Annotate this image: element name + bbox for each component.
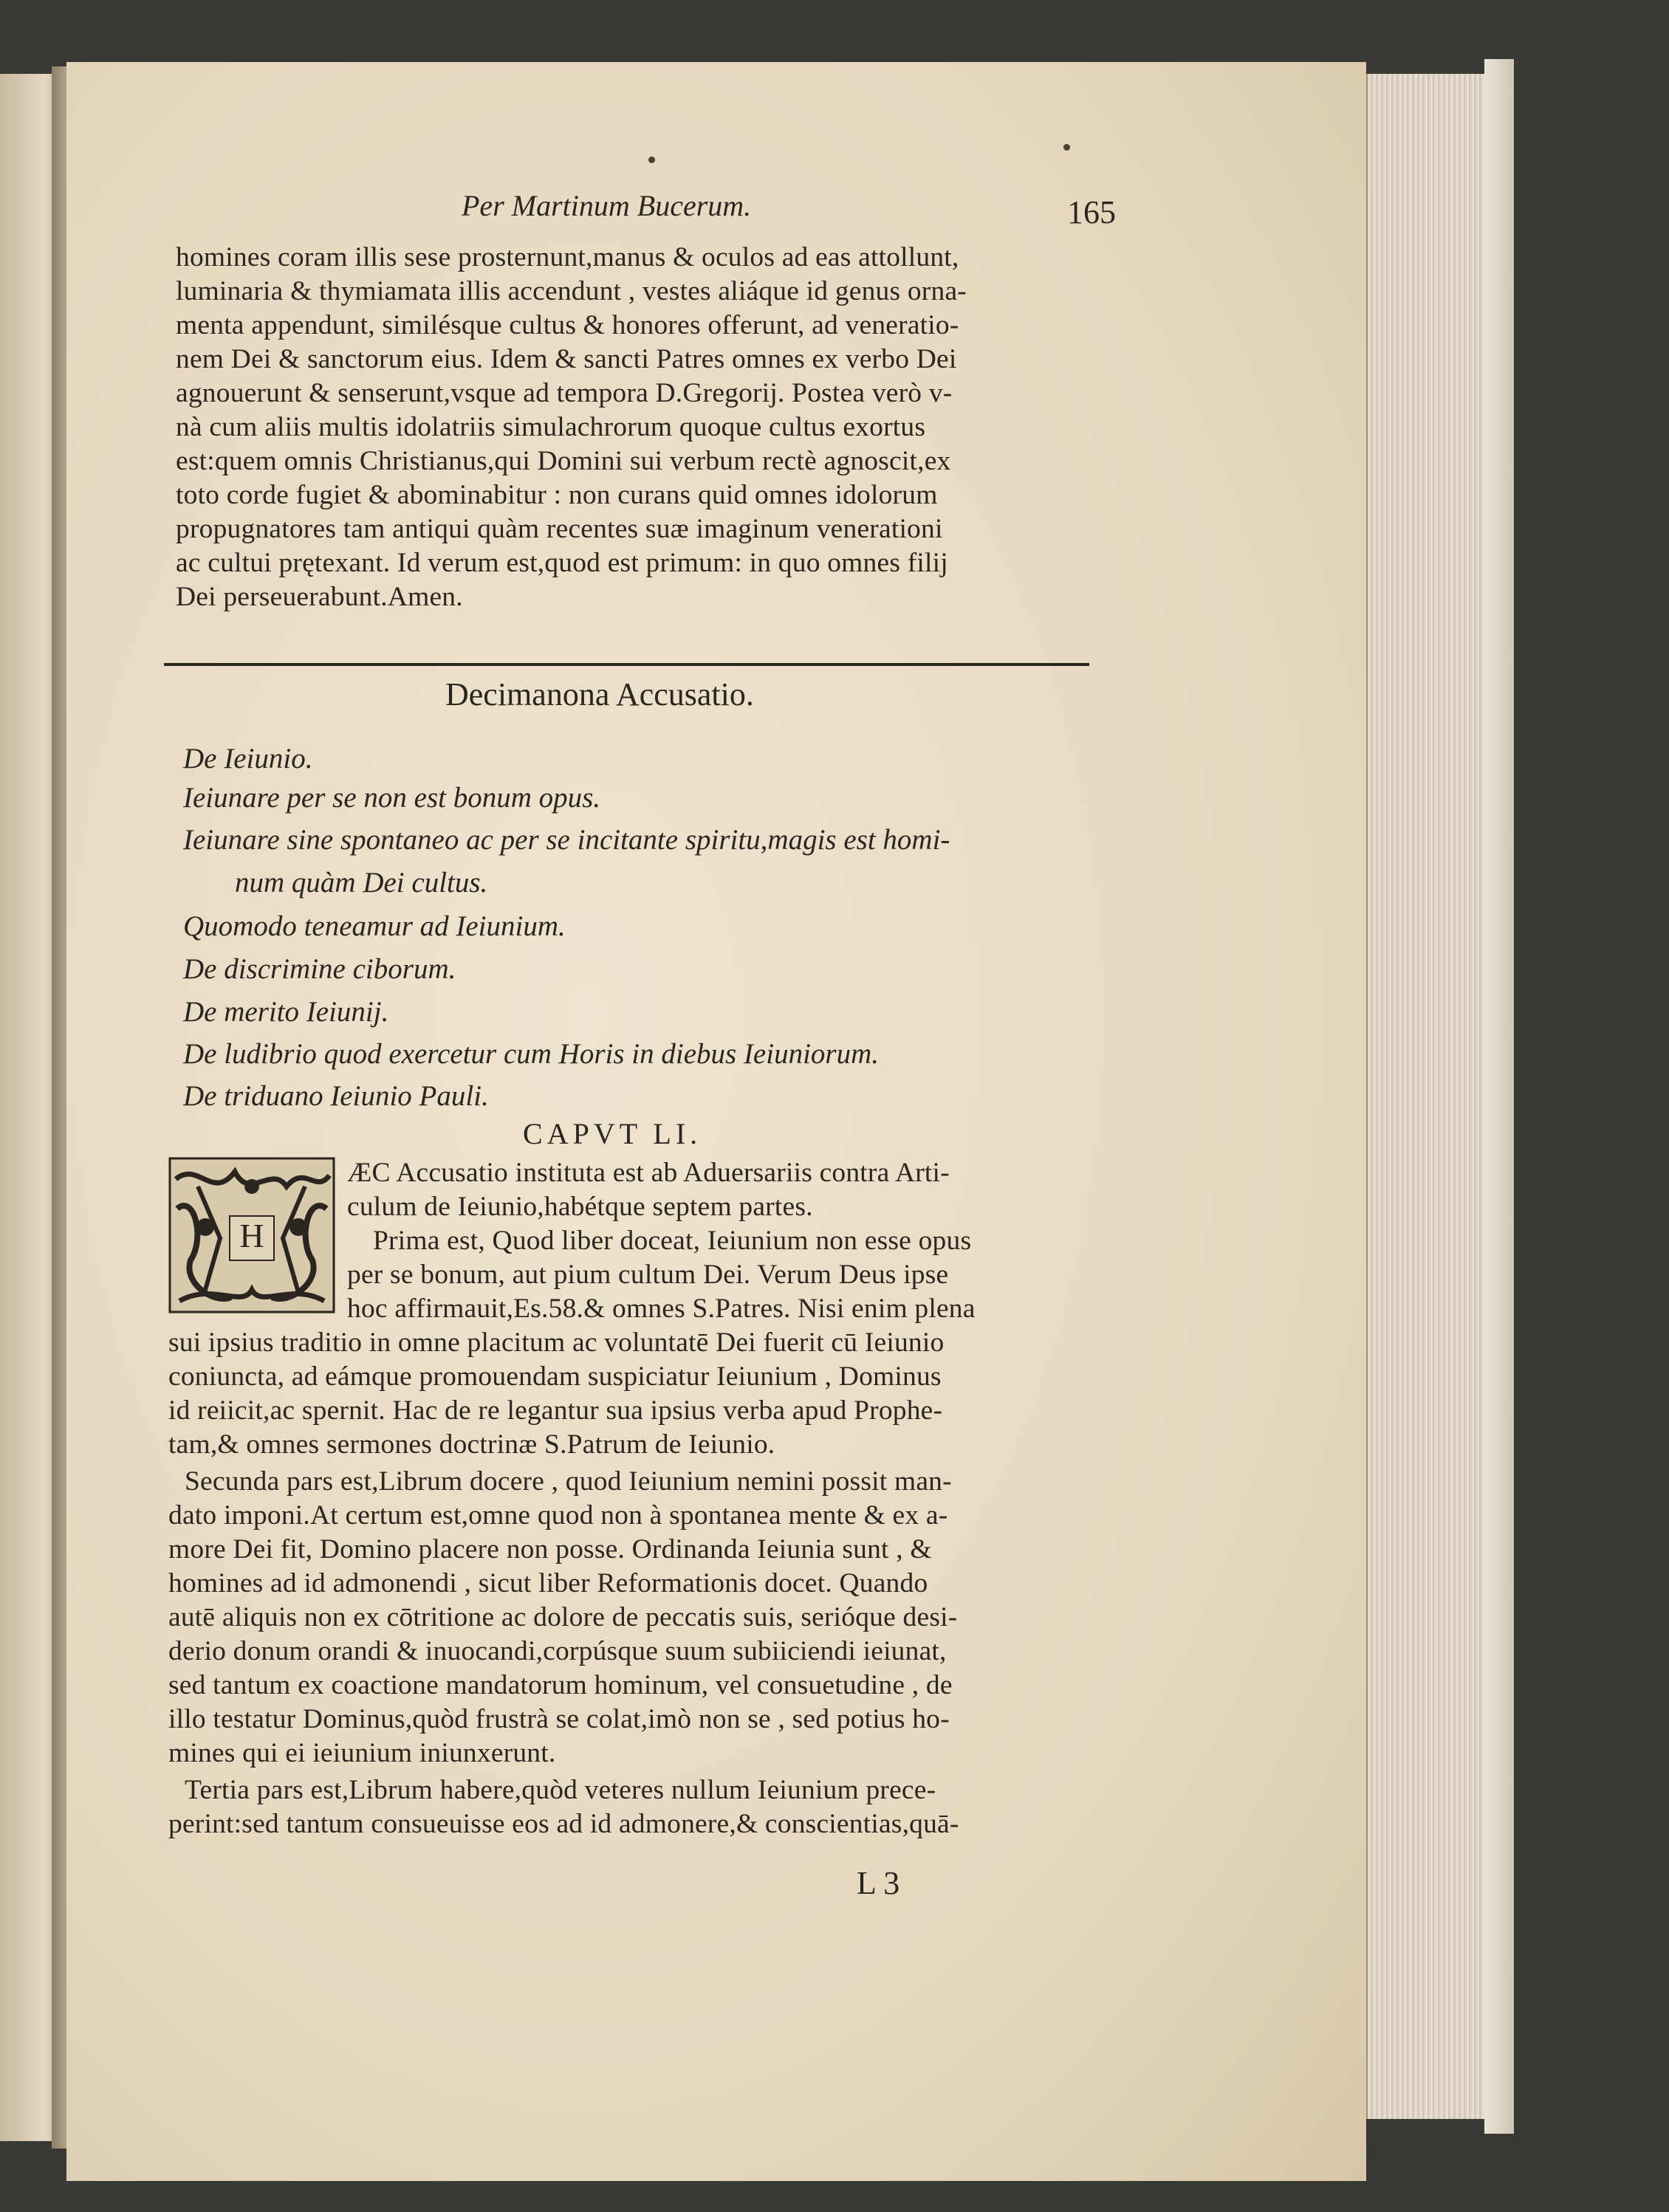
text-line: toto corde fugiet & abominabitur : non curans quid omnes idolorum bbox=[176, 480, 938, 510]
text-line: tam,& omnes sermones doctrinæ S.Patrum de Ieiunio. bbox=[168, 1429, 775, 1460]
topic-item: Ieiunare sine spontaneo ac per se incitante spiritu,magis est homi- bbox=[183, 824, 950, 856]
topic-item: Ieiunare per se non est bonum opus. bbox=[183, 782, 601, 814]
text-line: homines ad id admonendi , sicut liber Reformationis docet. Quando bbox=[168, 1568, 928, 1598]
text-line: ÆC Accusatio instituta est ab Aduersariis contra Arti- bbox=[347, 1158, 950, 1188]
text-line: propugnatores tam antiqui quàm recentes suæ imaginum venerationi bbox=[176, 514, 943, 544]
topic-item: Quomodo teneamur ad Ieiunium. bbox=[183, 910, 566, 942]
text-line: luminaria & thymiamata illis accendunt , vestes aliáque id genus orna- bbox=[176, 276, 967, 306]
text-line: sui ipsius traditio in omne placitum ac voluntatē Dei fuerit cū Ieiunio bbox=[168, 1327, 945, 1358]
text-line: homines coram illis sese prosternunt,manus & oculos ad eas attollunt, bbox=[176, 242, 959, 272]
text-line: hoc affirmauit,Es.58.& omnes S.Patres. Nisi enim plena bbox=[347, 1294, 976, 1324]
text-line: autē aliquis non ex cōtritione ac dolore de peccatis suis, serióque desi- bbox=[168, 1602, 958, 1632]
text-line: sed tantum ex coactione mandatorum hominum, vel consuetudine , de bbox=[168, 1670, 953, 1700]
initial-letter: H bbox=[239, 1216, 264, 1254]
page-number: 165 bbox=[1067, 194, 1116, 230]
section-title: Decimanona Accusatio. bbox=[445, 676, 754, 712]
text-line: Tertia pars est,Librum habere,quòd veteres nullum Ieiunium prece- bbox=[185, 1775, 936, 1805]
text-line: mines qui ei ieiunium iniunxerunt. bbox=[168, 1738, 556, 1768]
topic-item: De triduano Ieiunio Pauli. bbox=[183, 1080, 489, 1112]
horizontal-rule bbox=[164, 663, 1089, 666]
text-line: agnouerunt & senserunt,vsque ad tempora D.Gregorij. Postea verò v- bbox=[176, 378, 953, 408]
text-line: more Dei fit, Domino placere non posse. Ordinanda Ieiunia sunt , & bbox=[168, 1534, 932, 1564]
text-line: illo testatur Dominus,quòd frustrà se colat,imò non se , sed potius ho- bbox=[168, 1704, 950, 1734]
text-line: est:quem omnis Christianus,qui Domini sui verbum rectè agnoscit,ex bbox=[176, 446, 951, 476]
running-head: Per Martinum Bucerum. bbox=[462, 189, 752, 222]
text-line: derio donum orandi & inuocandi,corpúsque suum subiiciendi ieiunat, bbox=[168, 1636, 947, 1666]
text-line: Secunda pars est,Librum docere , quod Ieiunium nemini possit man- bbox=[185, 1466, 952, 1497]
text-line: ac cultui prętexant. Id verum est,quod est primum: in quo omnes filij bbox=[176, 548, 948, 578]
decorated-initial bbox=[168, 1157, 335, 1313]
ink-speck bbox=[1063, 144, 1070, 151]
topic-item: De merito Ieiunij. bbox=[183, 996, 389, 1028]
text-line: dato imponi.At certum est,omne quod non à spontanea mente & ex a- bbox=[168, 1500, 948, 1531]
text-line: Prima est, Quod liber doceat, Ieiunium non esse opus bbox=[373, 1226, 972, 1256]
topic-item: De discrimine ciborum. bbox=[183, 953, 456, 985]
text-line: per se bonum, aut pium cultum Dei. Verum Deus ipse bbox=[347, 1260, 949, 1290]
chapter-heading: CAPVT LI. bbox=[523, 1117, 702, 1150]
text-line: id reiicit,ac spernit. Hac de re legantur sua ipsius verba apud Prophe- bbox=[168, 1395, 943, 1426]
text-line: menta appendunt, similésque cultus & honores offerunt, ad veneratio- bbox=[176, 310, 959, 340]
page-block-edge bbox=[1366, 74, 1493, 2119]
text-line: nà cum aliis multis idolatriis simulachrorum quoque cultus exortus bbox=[176, 412, 926, 442]
cover-edge bbox=[1484, 59, 1514, 2134]
text-line: culum de Ieiunio,habétque septem partes. bbox=[347, 1192, 813, 1222]
topic-item: De ludibrio quod exercetur cum Horis in diebus Ieiuniorum. bbox=[183, 1038, 879, 1070]
topic-item: num quàm Dei cultus. bbox=[235, 867, 488, 899]
topic-item: De Ieiunio. bbox=[183, 743, 313, 774]
text-line: nem Dei & sanctorum eius. Idem & sancti Patres omnes ex verbo Dei bbox=[176, 344, 957, 374]
signature-mark: L 3 bbox=[857, 1865, 900, 1901]
text-line: perint:sed tantum consueuisse eos ad id admonere,& conscientias,quā- bbox=[168, 1809, 959, 1839]
text-line: Dei perseuerabunt.Amen. bbox=[176, 582, 463, 612]
ink-speck bbox=[648, 157, 655, 163]
text-line: coniuncta, ad eámque promouendam suspiciatur Ieiunium , Dominus bbox=[168, 1361, 942, 1392]
